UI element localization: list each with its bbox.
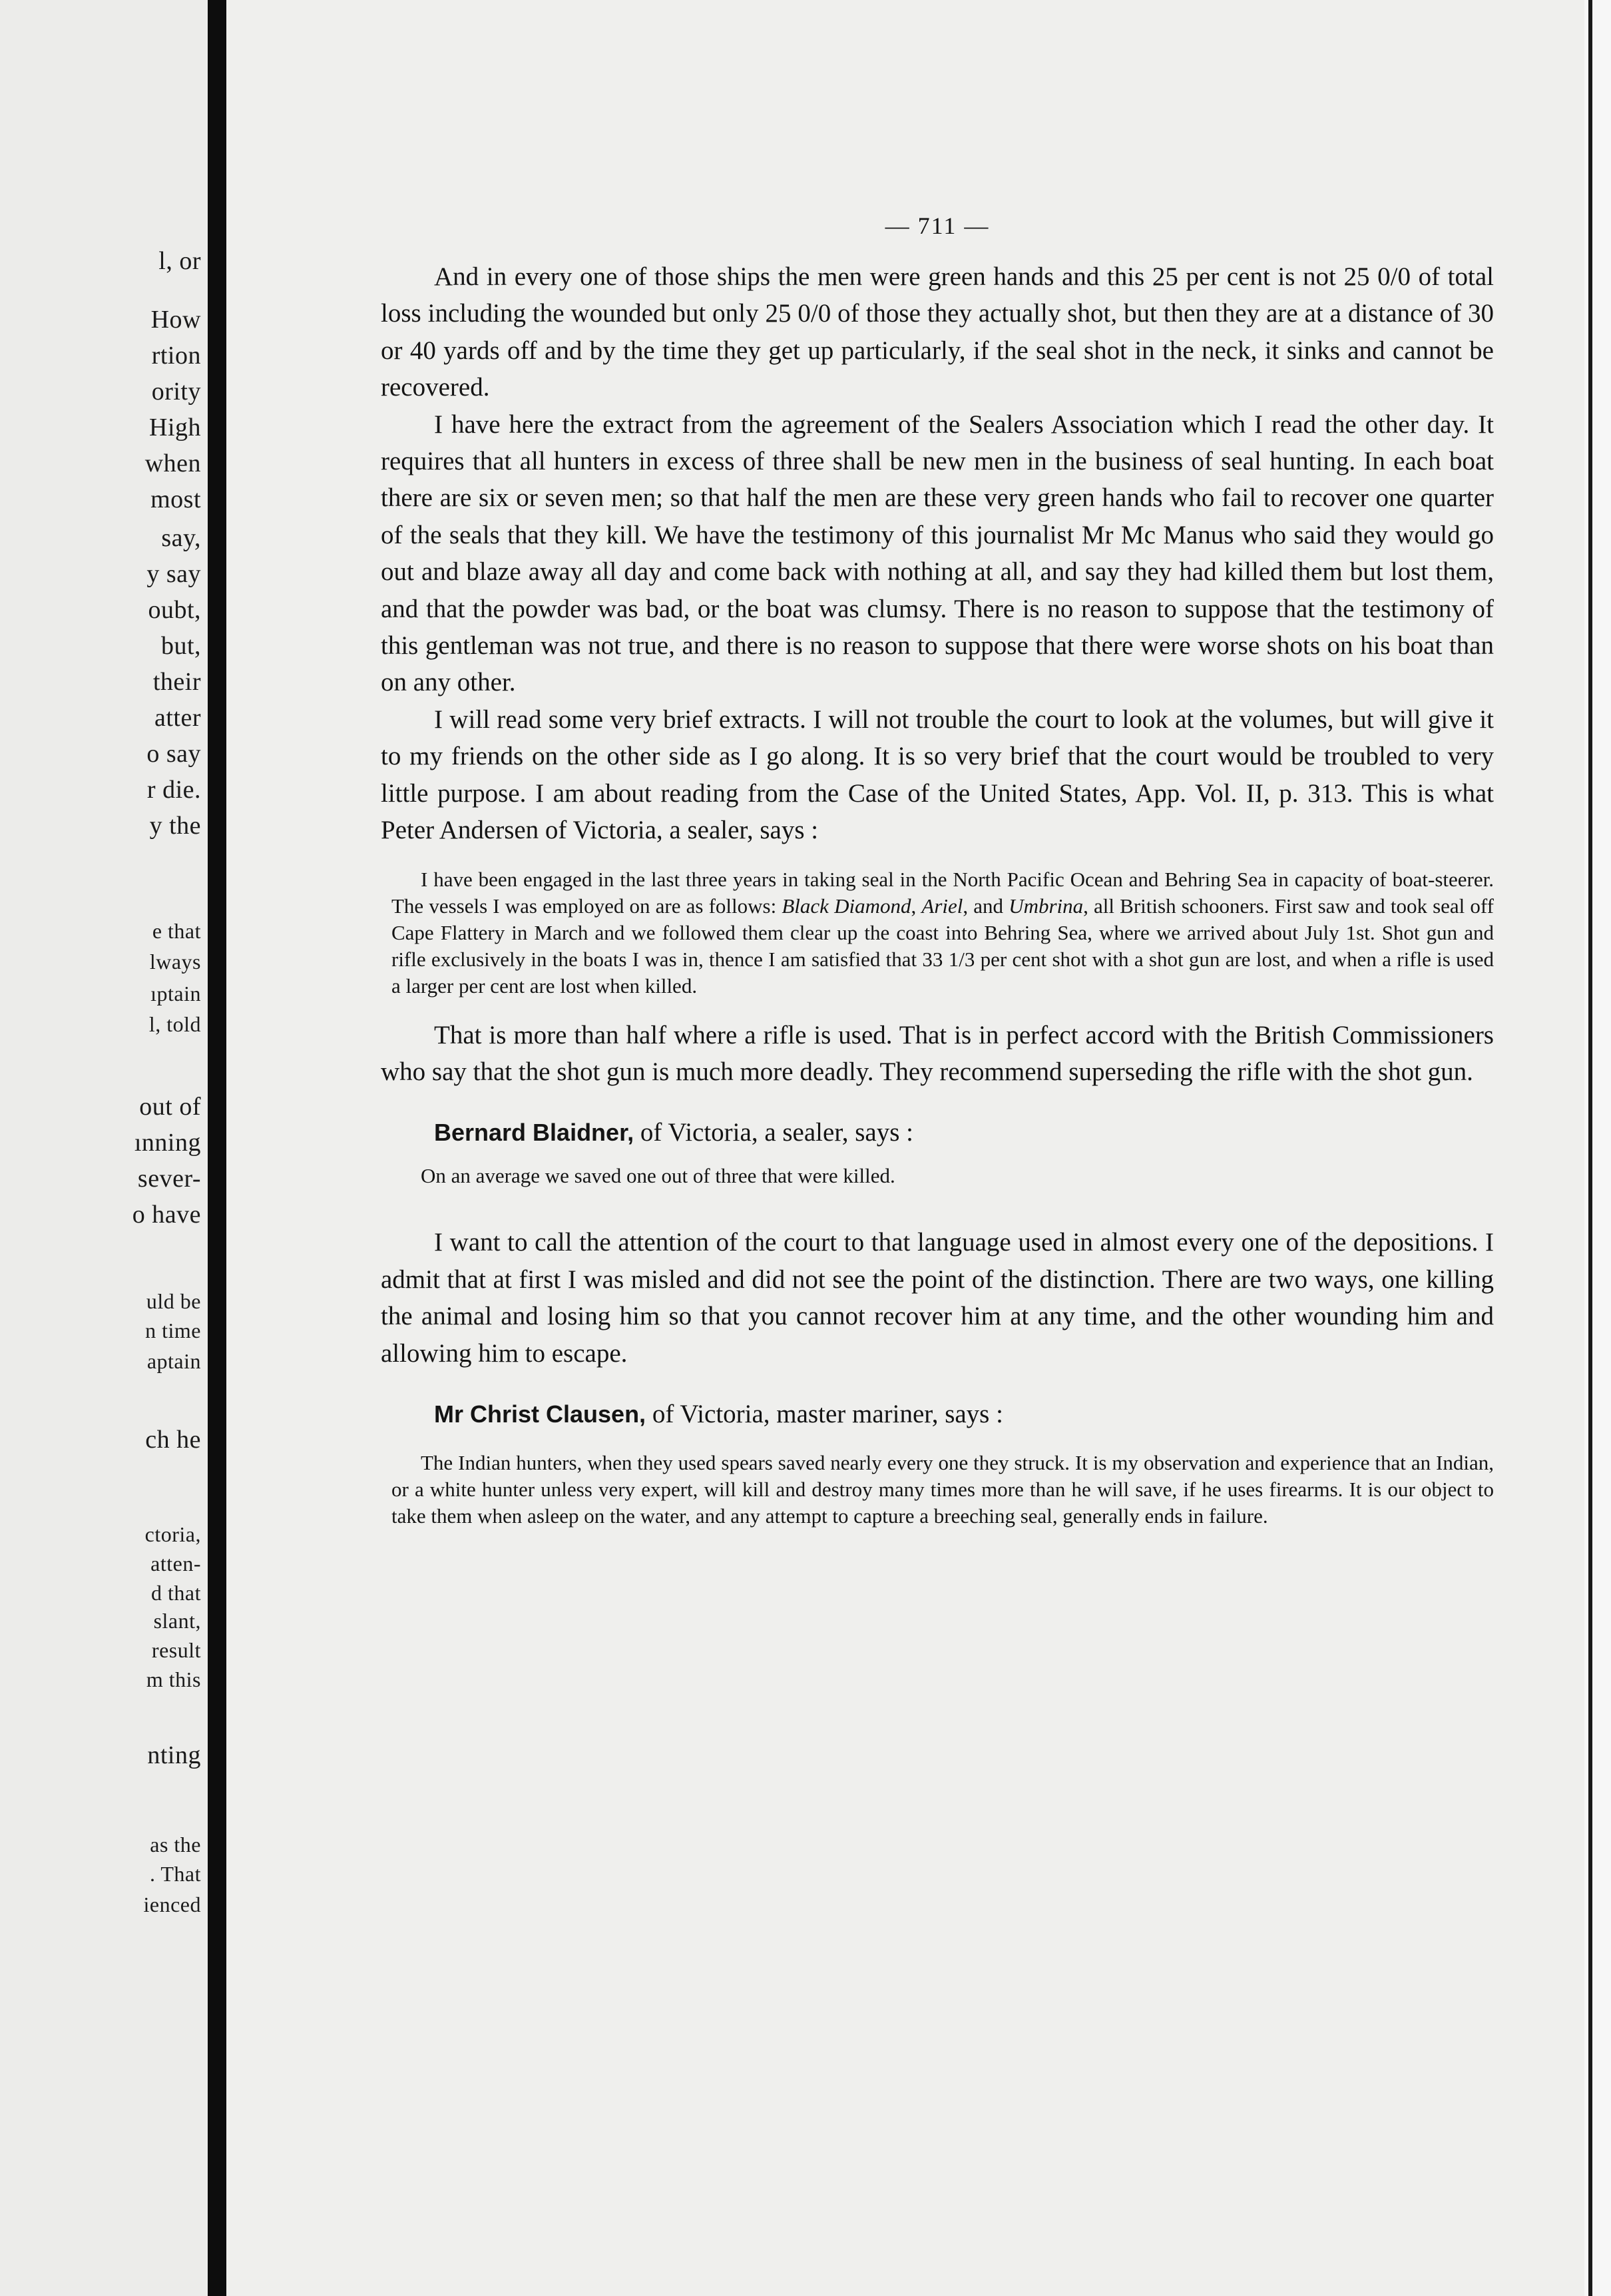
left-page-fragment: rtion bbox=[151, 342, 201, 370]
quote-bernard-blaidner: On an average we saved one out of three that were killed. bbox=[421, 1164, 895, 1188]
left-page-fragment: their bbox=[152, 668, 201, 696]
left-page-fragment: when bbox=[144, 449, 201, 477]
right-page-edge bbox=[1584, 0, 1611, 2296]
left-page-fragment: say, bbox=[161, 524, 201, 552]
left-page-fragment: out of bbox=[139, 1093, 201, 1121]
left-page-fragment: as the bbox=[150, 1833, 201, 1857]
page bbox=[226, 0, 1584, 2296]
left-page-fragment: result bbox=[151, 1638, 201, 1662]
left-page-fragment: aptain bbox=[146, 1349, 201, 1373]
left-page-fragment: l, or bbox=[158, 247, 201, 275]
deponent-name: Bernard Blaidner, bbox=[434, 1119, 634, 1147]
ship-name: Ariel bbox=[921, 894, 963, 918]
left-page-fragment: uld be bbox=[146, 1289, 201, 1313]
left-page-fragment: ch he bbox=[145, 1426, 201, 1454]
left-page-fragment: l, told bbox=[148, 1012, 201, 1036]
ship-name: Umbrina bbox=[1009, 894, 1084, 918]
quote-peter-andersen: I have been engaged in the last three years in taking seal in the North Pacific Ocean and Behring Sea in capacity of boat-steerer. The vessels I was employed on are as follows: Black Diamond, Ariel, and Umbrina, all British schooners. First saw and took seal off Cape Flattery in March and we followed them clear up the coast into Behring Sea, where we arrived about July 1st. Shot gun and rifle exclusively in the boats I was in, thence I am satisfied that 33 1/3 per cent shot with a shot gun are lost, and when a rifle is used a larger per cent are lost when killed. bbox=[391, 867, 1495, 998]
left-page-fragment: o say bbox=[146, 740, 201, 768]
left-page-fragment: ority bbox=[151, 378, 201, 406]
left-page-fragment: most bbox=[150, 485, 201, 513]
book-gutter bbox=[208, 0, 226, 2296]
left-page-fragment: ıptain bbox=[150, 982, 201, 1005]
deponent-name: Mr Christ Clausen, bbox=[434, 1400, 646, 1428]
page-number: — 711 — bbox=[885, 212, 990, 239]
left-page-fragment: ienced bbox=[143, 1892, 201, 1916]
left-page-fragment: but, bbox=[160, 632, 201, 660]
deponent-line-2: Mr Christ Clausen, of Victoria, master mariner, says : bbox=[434, 1399, 1003, 1428]
paragraph-2: I have here the extract from the agreement of the Sealers Association which I read the other day. It requires that all hunters in excess of three shall be new men in the business of seal hunting. In each boat there are six or seven men; so that half the men are these very green hands who fail to recover one quarter of the seals that they kill. We have the testimony of this journalist Mr Mc Manus who said they would go out and blaze away all day and come back with nothing at all, and say they had killed them but lost them, and that the powder was bad, or the boat was clumsy. There is no reason to suppose that the testimony of this gentleman was not true, and there is no reason to suppose that there were worse shots on his boat than on any other. bbox=[381, 410, 1494, 697]
left-page-fragment: e that bbox=[152, 919, 201, 943]
left-page-fragment: slant, bbox=[153, 1609, 201, 1633]
left-page-fragment: y say bbox=[146, 560, 201, 588]
left-page-fragment: n time bbox=[145, 1318, 201, 1342]
paragraph-4: That is more than half where a rifle is used. That is in perfect accord with the British Commissioners who say that the shot gun is much more deadly. They recommend superseding the rifle with the shot gun. bbox=[381, 1020, 1494, 1086]
ship-name: Black Diamond bbox=[782, 894, 911, 918]
text-column bbox=[381, 212, 1494, 1547]
left-page-fragment: lways bbox=[149, 950, 201, 974]
left-page-fragment: sever- bbox=[137, 1165, 201, 1193]
left-page-fragment: ctoria, bbox=[144, 1522, 201, 1546]
left-page-fragment: d that bbox=[151, 1581, 201, 1605]
left-page-fragment: atten- bbox=[150, 1552, 201, 1576]
paragraph-1: And in every one of those ships the men were green hands and this 25 per cent is not 25 0/0 of total loss including the wounded but only 25 0/0 of those they actually shot, but then they are at a distance of 30 or 40 yards off and by the time they get up particularly, if the seal shot in the neck, it sinks and cannot be recovered. bbox=[381, 262, 1494, 402]
paragraph-3: I will read some very brief extracts. I will not trouble the court to look at the volumes, but will give it to my friends on the other side as I go along. It is so very brief that the court would be troubled to very little purpose. I am about reading from the Case of the United States, App. Vol. II, p. 313. This is what Peter Andersen of Victoria, a sealer, says : bbox=[381, 705, 1494, 845]
left-page-fragment: o have bbox=[132, 1201, 201, 1229]
quote-christ-clausen: The Indian hunters, when they used spears saved nearly every one they struck. It is my observation and experience that an Indian, or a white hunter unless very expert, will kill and destroy many times more than he will save, if he uses firearms. It is our object to take them when asleep on the water, and any attempt to capture a breeching seal, generally ends in failure. bbox=[391, 1450, 1494, 1528]
left-page-fragment: ınning bbox=[134, 1129, 201, 1157]
paragraph-5: I want to call the attention of the court to that language used in almost every one of the depositions. I admit that at first I was misled and did not see the point of the distinction. There are two ways, one killing the animal and losing him so that you cannot recover him at any time, and the other wounding him and allowing him to escape. bbox=[381, 1228, 1494, 1368]
left-page-fragment: y the bbox=[149, 812, 201, 840]
left-page-fragment: nting bbox=[147, 1741, 201, 1769]
left-page-edge bbox=[0, 0, 208, 2296]
left-page-fragment: oubt, bbox=[148, 596, 201, 624]
left-page-fragment: m this bbox=[146, 1667, 201, 1691]
left-page-fragment: atter bbox=[154, 704, 201, 732]
left-page-fragment: How bbox=[150, 306, 201, 334]
left-page-fragment: r die. bbox=[146, 776, 201, 804]
deponent-line-1: Bernard Blaidner, of Victoria, a sealer, says : bbox=[434, 1118, 913, 1147]
left-page-fragment: . That bbox=[149, 1862, 201, 1886]
left-page-fragment: High bbox=[149, 414, 201, 441]
